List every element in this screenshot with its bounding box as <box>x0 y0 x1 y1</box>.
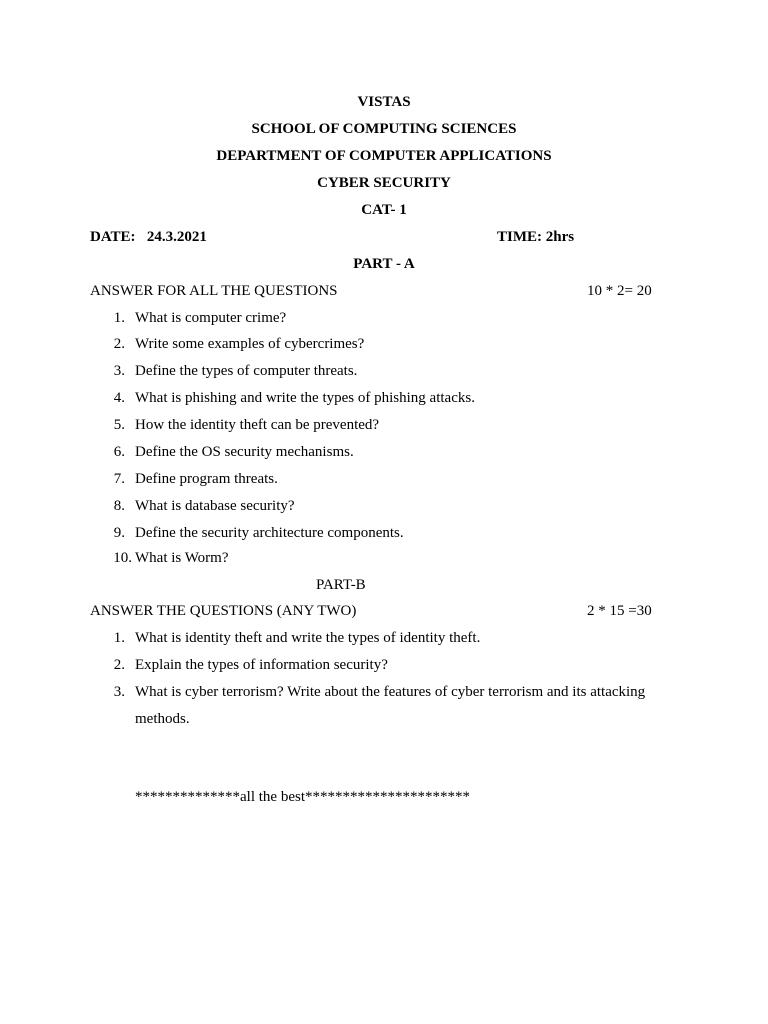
question-number: 1. <box>113 630 125 646</box>
question-number: 8. <box>113 498 125 514</box>
part-b-instruction: ANSWER THE QUESTIONS (ANY TWO) <box>90 603 357 619</box>
question-text: Define the security architecture components. <box>135 525 404 541</box>
question-text: What is Worm? <box>135 550 229 566</box>
question-number: 3. <box>113 363 125 379</box>
question-number: 5. <box>113 417 125 433</box>
question-text: Define the types of computer threats. <box>135 363 358 379</box>
question-number: 4. <box>113 390 125 406</box>
date-value: 24.3.2021 <box>146 229 207 245</box>
part-a-marks: 10 * 2= 20 <box>587 283 652 299</box>
question-text: What is database security? <box>135 498 295 514</box>
part-b-title: PART-B <box>316 577 366 593</box>
question-text: What is computer crime? <box>135 310 287 326</box>
question-number: 1. <box>113 310 125 326</box>
subject-title: CYBER SECURITY <box>317 175 451 191</box>
question-text: How the identity theft can be prevented? <box>135 417 380 433</box>
question-text: Define program threats. <box>135 471 278 487</box>
question-number: 10. <box>113 550 132 566</box>
exam-title: CAT- 1 <box>361 202 407 218</box>
question-number: 2. <box>113 657 125 673</box>
date-label: DATE: <box>90 229 136 245</box>
question-text: What is identity theft and write the types of identity theft. <box>135 630 481 646</box>
date-line <box>90 228 207 246</box>
institution-name: VISTAS <box>357 94 411 110</box>
question-text-continuation: methods. <box>135 711 190 727</box>
part-b-marks: 2 * 15 =30 <box>587 603 652 619</box>
question-text: What is phishing and write the types of phishing attacks. <box>135 390 475 406</box>
question-text: What is cyber terrorism? Write about the features of cyber terrorism and its attacking <box>135 684 646 700</box>
question-number: 6. <box>113 444 125 460</box>
question-number: 3. <box>113 684 125 700</box>
part-a-title: PART - A <box>353 256 415 272</box>
time-label: TIME: 2hrs <box>497 229 575 245</box>
question-text: Write some examples of cybercrimes? <box>135 336 365 352</box>
question-text: Define the OS security mechanisms. <box>135 444 354 460</box>
school-name: SCHOOL OF COMPUTING SCIENCES <box>251 121 517 137</box>
question-number: 2. <box>113 336 125 352</box>
part-a-instruction: ANSWER FOR ALL THE QUESTIONS <box>90 283 338 299</box>
question-number: 9. <box>113 525 125 541</box>
question-number: 7. <box>113 471 125 487</box>
question-text: Explain the types of information security? <box>135 657 388 673</box>
department-name: DEPARTMENT OF COMPUTER APPLICATIONS <box>216 148 552 164</box>
closing-message: **************all the best********************** <box>135 789 470 805</box>
